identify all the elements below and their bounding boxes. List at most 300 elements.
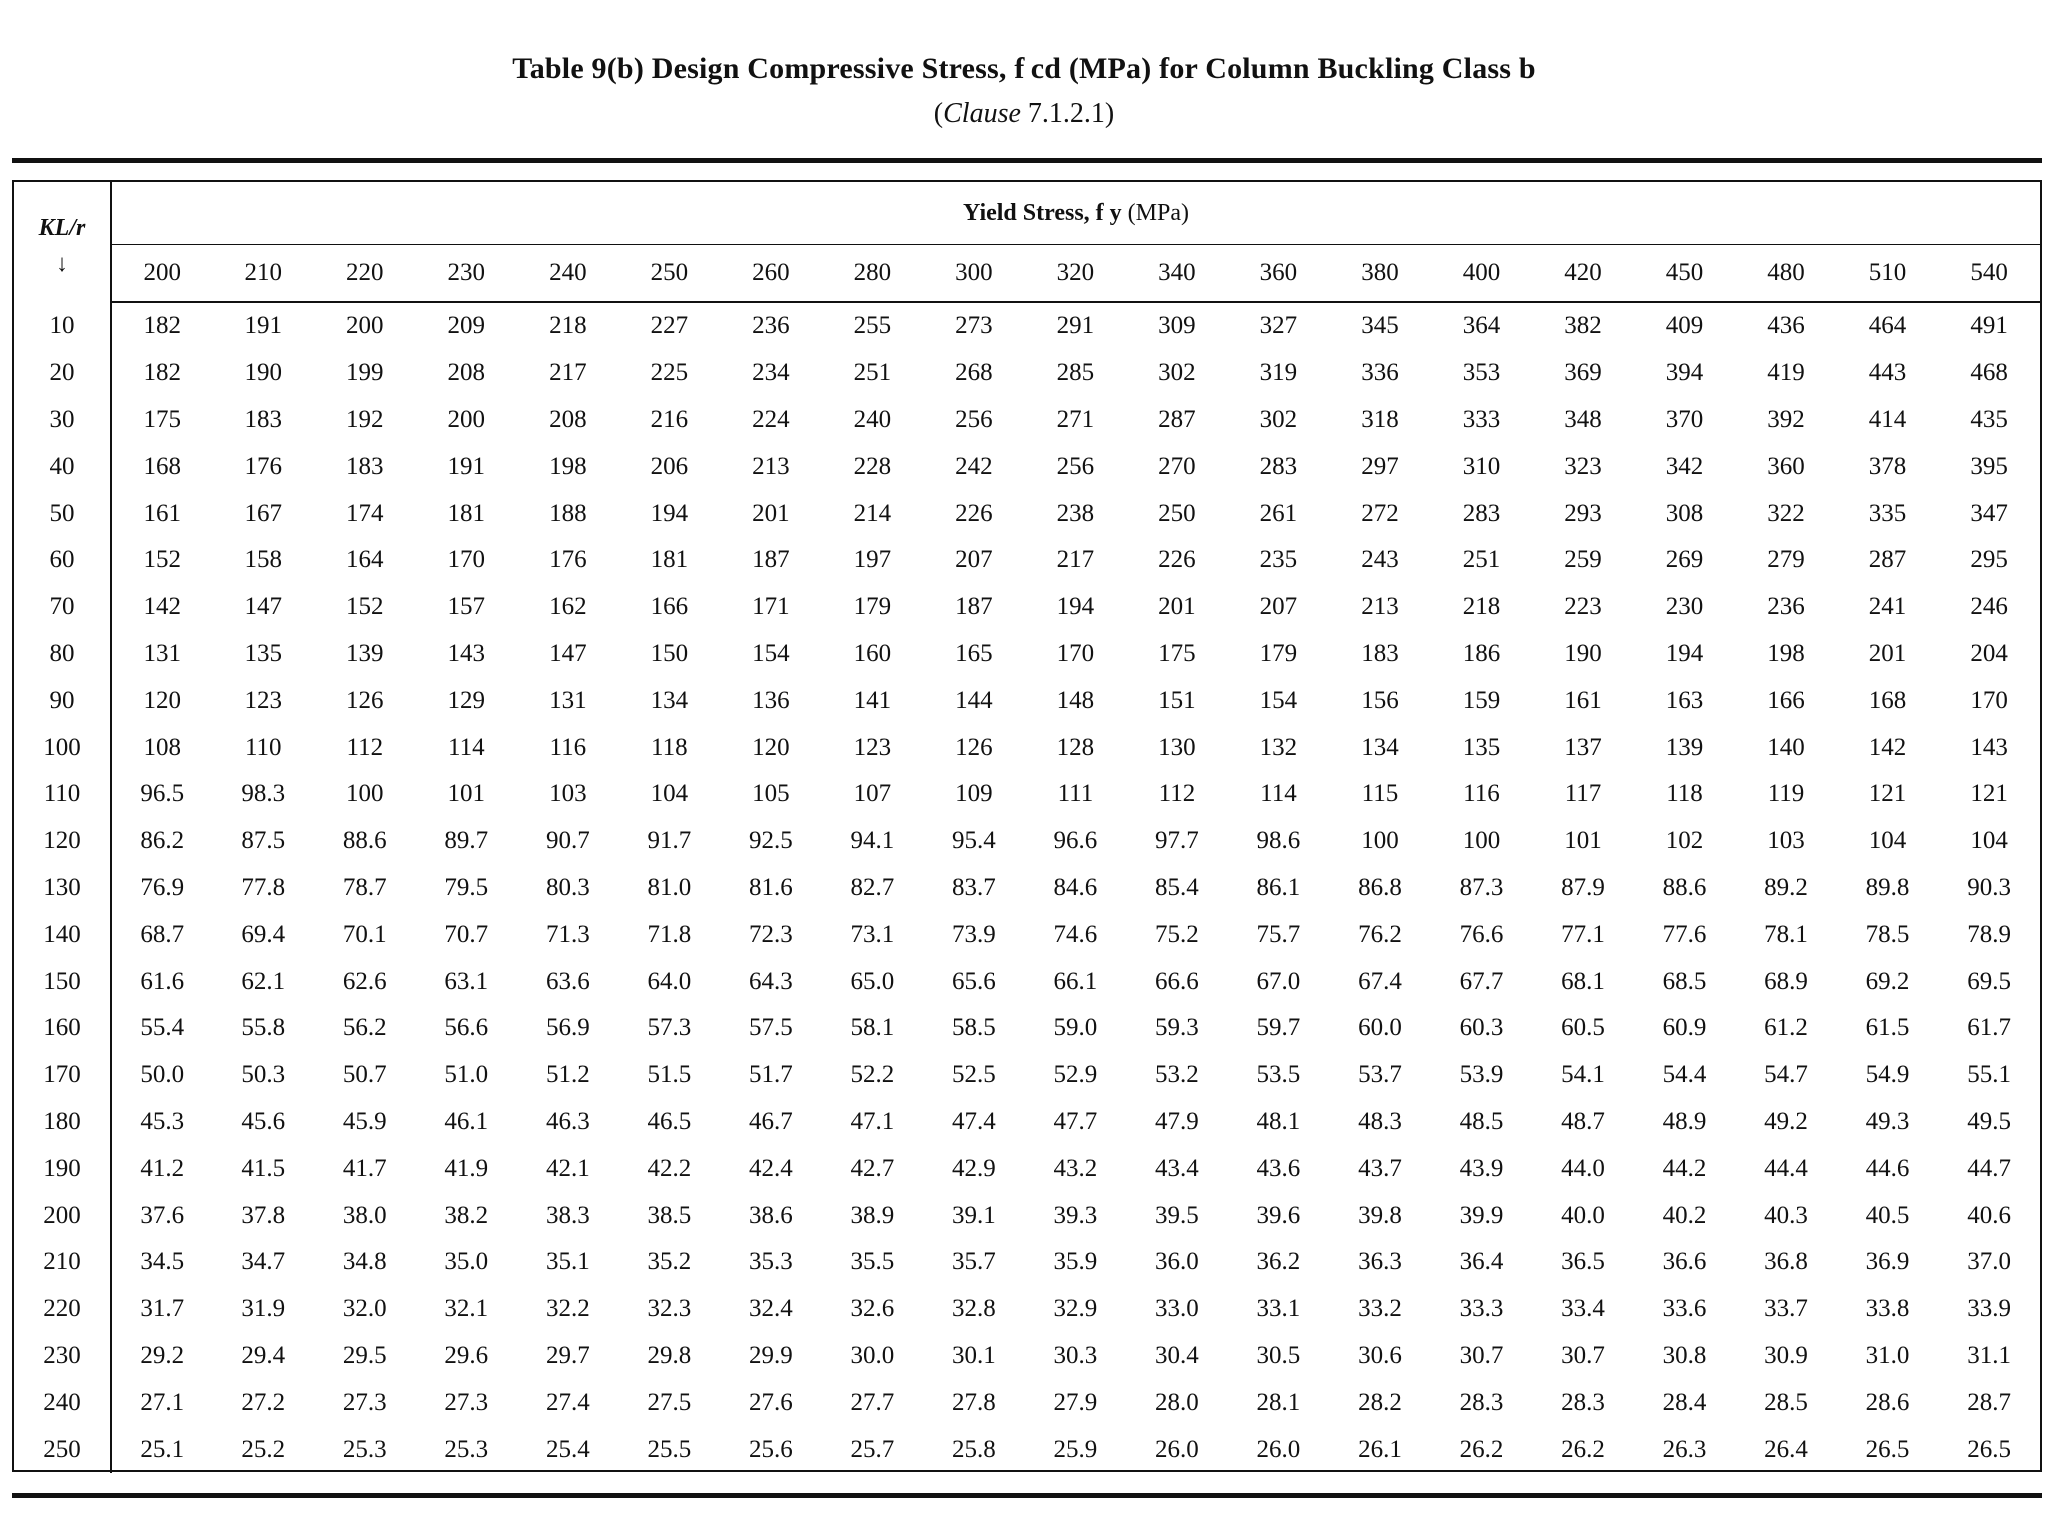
klr-value: 150 bbox=[14, 958, 111, 1005]
stress-value-cell: 85.4 bbox=[1155, 873, 1199, 901]
stress-value-cell: 160 bbox=[853, 639, 892, 667]
stress-value-cell: 64.0 bbox=[647, 967, 692, 995]
stress-value-cell: 382 bbox=[1564, 312, 1602, 340]
stress-value-cell: 191 bbox=[244, 312, 283, 340]
klr-value: 190 bbox=[14, 1145, 111, 1192]
stress-value-cell: 88.6 bbox=[342, 827, 387, 855]
stress-value-cell: 120 bbox=[752, 733, 790, 761]
stress-value-cell: 283 bbox=[1259, 452, 1298, 480]
stress-value-cell: 60.0 bbox=[1358, 1014, 1402, 1042]
stress-value-cell: 68.1 bbox=[1561, 967, 1605, 995]
stress-value-cell: 26.2 bbox=[1459, 1435, 1504, 1463]
stress-value-cell: 139 bbox=[346, 639, 384, 667]
stress-value-cell: 201 bbox=[1158, 593, 1196, 621]
table-row bbox=[14, 818, 2040, 865]
stress-value-cell: 32.0 bbox=[342, 1295, 387, 1323]
stress-value-cell: 39.8 bbox=[1358, 1201, 1402, 1229]
stress-value-cell: 135 bbox=[244, 639, 283, 667]
stress-value-cell: 32.8 bbox=[952, 1295, 996, 1323]
stress-value-cell: 90.7 bbox=[545, 827, 590, 855]
stress-value-cell: 236 bbox=[1767, 593, 1805, 621]
stress-value-cell: 39.6 bbox=[1256, 1201, 1301, 1229]
stress-value-cell: 60.3 bbox=[1459, 1014, 1504, 1042]
stress-value-cell: 27.7 bbox=[850, 1388, 895, 1416]
stress-value-cell: 35.2 bbox=[647, 1248, 692, 1276]
yield-stress-column-header: 280 bbox=[822, 245, 924, 303]
yield-stress-column-header: 340 bbox=[1126, 245, 1228, 303]
klr-value: 240 bbox=[14, 1379, 111, 1426]
stress-value-cell: 198 bbox=[549, 452, 587, 480]
stress-value-cell: 235 bbox=[1259, 546, 1298, 574]
stress-value-cell: 217 bbox=[1056, 546, 1095, 574]
stress-value-cell: 121 bbox=[1868, 780, 1907, 808]
stress-value-cell: 97.7 bbox=[1155, 827, 1199, 855]
stress-value-cell: 39.1 bbox=[952, 1201, 996, 1229]
stress-value-cell: 347 bbox=[1970, 499, 2008, 527]
stress-value-cell: 33.8 bbox=[1865, 1295, 1910, 1323]
stress-value-cell: 30.6 bbox=[1358, 1341, 1402, 1369]
stress-value-cell: 139 bbox=[1665, 733, 1704, 761]
stress-value-cell: 134 bbox=[650, 686, 689, 714]
stress-value-cell: 259 bbox=[1564, 546, 1602, 574]
stress-value-cell: 73.9 bbox=[952, 920, 996, 948]
stress-value-cell: 105 bbox=[752, 780, 790, 808]
stress-value-cell: 308 bbox=[1665, 499, 1704, 527]
stress-value-cell: 36.0 bbox=[1155, 1248, 1199, 1276]
stress-value-cell: 183 bbox=[346, 452, 384, 480]
stress-value-cell: 77.6 bbox=[1662, 920, 1707, 948]
stress-value-cell: 52.2 bbox=[850, 1061, 895, 1089]
stress-value-cell: 119 bbox=[1767, 780, 1805, 808]
stress-value-cell: 38.9 bbox=[850, 1201, 895, 1229]
stress-value-cell: 41.2 bbox=[140, 1154, 185, 1182]
stress-value-cell: 66.1 bbox=[1053, 967, 1098, 995]
stress-value-cell: 175 bbox=[143, 405, 181, 433]
yield-stress-column-header: 320 bbox=[1025, 245, 1127, 303]
stress-value-cell: 43.9 bbox=[1459, 1154, 1504, 1182]
clause-number: 7.1.2.1 bbox=[1027, 98, 1105, 129]
stress-value-cell: 68.7 bbox=[140, 920, 185, 948]
stress-value-cell: 30.7 bbox=[1561, 1341, 1605, 1369]
stress-value-cell: 39.3 bbox=[1053, 1201, 1098, 1229]
stress-value-cell: 186 bbox=[1462, 639, 1501, 667]
stress-value-cell: 67.0 bbox=[1256, 967, 1301, 995]
stress-value-cell: 28.6 bbox=[1865, 1388, 1910, 1416]
stress-value-cell: 170 bbox=[1970, 686, 2008, 714]
stress-value-cell: 27.9 bbox=[1053, 1388, 1098, 1416]
stress-value-cell: 103 bbox=[549, 780, 587, 808]
stress-value-cell: 369 bbox=[1564, 359, 1602, 387]
stress-value-cell: 112 bbox=[1158, 780, 1196, 808]
stress-value-cell: 131 bbox=[143, 639, 181, 667]
stress-value-cell: 182 bbox=[143, 359, 181, 387]
stress-value-cell: 154 bbox=[1259, 686, 1298, 714]
stress-value-cell: 123 bbox=[853, 733, 892, 761]
stress-value-cell: 251 bbox=[1462, 546, 1501, 574]
stress-value-cell: 92.5 bbox=[748, 827, 793, 855]
stress-value-cell: 56.6 bbox=[444, 1014, 489, 1042]
stress-value-cell: 33.9 bbox=[1967, 1295, 2012, 1323]
stress-value-cell: 88.6 bbox=[1662, 873, 1707, 901]
stress-value-cell: 59.3 bbox=[1155, 1014, 1199, 1042]
stress-value-cell: 82.7 bbox=[850, 873, 895, 901]
stress-value-cell: 166 bbox=[1767, 686, 1805, 714]
stress-value-cell: 33.4 bbox=[1561, 1295, 1605, 1323]
stress-value-cell: 33.2 bbox=[1358, 1295, 1402, 1323]
stress-value-cell: 319 bbox=[1259, 359, 1298, 387]
stress-value-cell: 25.5 bbox=[647, 1435, 692, 1463]
stress-value-cell: 162 bbox=[549, 593, 587, 621]
stress-value-cell: 98.6 bbox=[1256, 827, 1301, 855]
stress-value-cell: 55.1 bbox=[1967, 1061, 2012, 1089]
klr-value: 10 bbox=[14, 302, 111, 350]
clause-word: Clause bbox=[943, 98, 1021, 129]
stress-value-cell: 168 bbox=[1868, 686, 1907, 714]
stress-value-cell: 28.0 bbox=[1155, 1388, 1199, 1416]
table-row bbox=[14, 1099, 2040, 1146]
stress-value-cell: 30.3 bbox=[1053, 1341, 1098, 1369]
stress-value-cell: 42.1 bbox=[545, 1154, 590, 1182]
stress-value-cell: 209 bbox=[447, 312, 486, 340]
stress-value-cell: 158 bbox=[244, 546, 283, 574]
stress-value-cell: 43.6 bbox=[1256, 1154, 1301, 1182]
stress-value-cell: 226 bbox=[1158, 546, 1196, 574]
stress-value-cell: 230 bbox=[1665, 593, 1704, 621]
stress-value-cell: 29.9 bbox=[748, 1341, 793, 1369]
stress-value-cell: 166 bbox=[650, 593, 689, 621]
stress-value-cell: 126 bbox=[346, 686, 384, 714]
stress-value-cell: 27.8 bbox=[952, 1388, 996, 1416]
stress-value-cell: 183 bbox=[244, 405, 283, 433]
stress-value-cell: 79.5 bbox=[444, 873, 489, 901]
stress-value-cell: 101 bbox=[1564, 827, 1602, 855]
stress-value-cell: 468 bbox=[1970, 359, 2008, 387]
stress-value-cell: 170 bbox=[447, 546, 486, 574]
stress-value-cell: 38.0 bbox=[342, 1201, 387, 1229]
stress-value-cell: 44.0 bbox=[1561, 1154, 1605, 1182]
yield-stress-unit: (MPa) bbox=[1127, 199, 1189, 226]
stress-value-cell: 62.6 bbox=[342, 967, 387, 995]
stress-value-cell: 26.2 bbox=[1561, 1435, 1605, 1463]
stress-value-cell: 100 bbox=[1361, 827, 1399, 855]
stress-value-cell: 50.7 bbox=[342, 1061, 387, 1089]
stress-value-cell: 44.4 bbox=[1764, 1154, 1808, 1182]
stress-value-cell: 42.4 bbox=[748, 1154, 793, 1182]
stress-value-cell: 181 bbox=[447, 499, 486, 527]
stress-value-cell: 89.8 bbox=[1865, 873, 1910, 901]
stress-value-cell: 49.3 bbox=[1865, 1107, 1910, 1135]
stress-value-cell: 73.1 bbox=[850, 920, 895, 948]
stress-value-cell: 207 bbox=[955, 546, 993, 574]
stress-value-cell: 31.7 bbox=[140, 1295, 185, 1323]
stress-value-cell: 67.4 bbox=[1358, 967, 1402, 995]
stress-value-cell: 31.0 bbox=[1865, 1341, 1910, 1369]
stress-value-cell: 63.1 bbox=[444, 967, 489, 995]
stress-value-cell: 147 bbox=[244, 593, 283, 621]
stress-value-cell: 268 bbox=[955, 359, 993, 387]
bottom-rule bbox=[12, 1493, 2042, 1498]
stress-value-cell: 152 bbox=[143, 546, 181, 574]
stress-value-cell: 132 bbox=[1259, 733, 1298, 761]
stress-value-cell: 42.7 bbox=[850, 1154, 895, 1182]
stress-value-cell: 64.3 bbox=[748, 967, 793, 995]
table-row bbox=[14, 397, 2040, 444]
yield-stress-header bbox=[111, 182, 2040, 245]
stress-value-cell: 81.0 bbox=[647, 873, 692, 901]
stress-value-cell: 66.6 bbox=[1155, 967, 1199, 995]
stress-value-cell: 33.7 bbox=[1764, 1295, 1808, 1323]
yield-stress-column-header: 250 bbox=[619, 245, 721, 303]
stress-value-cell: 335 bbox=[1868, 499, 1907, 527]
stress-value-cell: 48.1 bbox=[1256, 1107, 1301, 1135]
stress-value-cell: 261 bbox=[1259, 499, 1298, 527]
table-row bbox=[14, 724, 2040, 771]
stress-value-cell: 27.2 bbox=[241, 1388, 286, 1416]
stress-value-cell: 51.5 bbox=[647, 1061, 692, 1089]
stress-value-cell: 87.5 bbox=[241, 827, 286, 855]
klr-value: 60 bbox=[14, 537, 111, 584]
stress-value-cell: 273 bbox=[955, 312, 993, 340]
stress-value-cell: 46.5 bbox=[647, 1107, 692, 1135]
stress-value-cell: 190 bbox=[1564, 639, 1602, 667]
stress-value-cell: 223 bbox=[1564, 593, 1602, 621]
stress-value-cell: 179 bbox=[853, 593, 892, 621]
klr-value: 40 bbox=[14, 443, 111, 490]
stress-value-cell: 107 bbox=[853, 780, 892, 808]
stress-value-cell: 75.7 bbox=[1256, 920, 1301, 948]
stress-value-cell: 86.2 bbox=[140, 827, 185, 855]
stress-value-cell: 419 bbox=[1767, 359, 1805, 387]
stress-value-cell: 121 bbox=[1970, 780, 2008, 808]
stress-value-cell: 25.3 bbox=[342, 1435, 387, 1463]
stress-value-cell: 176 bbox=[244, 452, 283, 480]
klr-value: 140 bbox=[14, 911, 111, 958]
stress-value-cell: 37.6 bbox=[140, 1201, 185, 1229]
yield-stress-column-header: 510 bbox=[1837, 245, 1939, 303]
stress-value-cell: 63.6 bbox=[545, 967, 590, 995]
stress-value-cell: 53.2 bbox=[1155, 1061, 1199, 1089]
stress-value-cell: 69.5 bbox=[1967, 967, 2012, 995]
stress-value-cell: 26.5 bbox=[1865, 1435, 1910, 1463]
stress-value-cell: 27.5 bbox=[647, 1388, 692, 1416]
stress-value-cell: 80.3 bbox=[545, 873, 590, 901]
stress-value-cell: 310 bbox=[1462, 452, 1501, 480]
stress-value-cell: 96.5 bbox=[140, 780, 185, 808]
yield-stress-column-header: 360 bbox=[1228, 245, 1330, 303]
stress-value-cell: 83.7 bbox=[952, 873, 996, 901]
stress-value-cell: 45.9 bbox=[342, 1107, 387, 1135]
stress-value-cell: 214 bbox=[853, 499, 892, 527]
stress-value-cell: 27.1 bbox=[140, 1388, 185, 1416]
stress-value-cell: 41.7 bbox=[342, 1154, 387, 1182]
klr-value: 210 bbox=[14, 1239, 111, 1286]
stress-value-cell: 47.4 bbox=[952, 1107, 996, 1135]
stress-value-cell: 76.9 bbox=[140, 873, 185, 901]
stress-value-cell: 25.2 bbox=[241, 1435, 286, 1463]
stress-value-cell: 378 bbox=[1868, 452, 1907, 480]
stress-value-cell: 116 bbox=[1463, 780, 1500, 808]
stress-value-cell: 60.5 bbox=[1561, 1014, 1605, 1042]
table-row bbox=[14, 537, 2040, 584]
stress-value-cell: 89.2 bbox=[1764, 873, 1808, 901]
stress-value-cell: 47.9 bbox=[1155, 1107, 1199, 1135]
stress-value-cell: 35.1 bbox=[545, 1248, 590, 1276]
stress-value-cell: 157 bbox=[447, 593, 486, 621]
stress-value-cell: 194 bbox=[1665, 639, 1704, 667]
stress-value-cell: 30.9 bbox=[1764, 1341, 1808, 1369]
stress-value-cell: 36.3 bbox=[1358, 1248, 1402, 1276]
table-body bbox=[14, 302, 2040, 1473]
stress-value-cell: 32.9 bbox=[1053, 1295, 1098, 1323]
stress-value-cell: 27.6 bbox=[748, 1388, 793, 1416]
stress-value-cell: 40.6 bbox=[1967, 1201, 2012, 1229]
stress-value-cell: 53.7 bbox=[1358, 1061, 1402, 1089]
stress-value-cell: 54.4 bbox=[1662, 1061, 1707, 1089]
stress-value-cell: 40.5 bbox=[1865, 1201, 1910, 1229]
stress-value-cell: 68.5 bbox=[1662, 967, 1707, 995]
stress-value-cell: 38.5 bbox=[647, 1201, 692, 1229]
stress-value-cell: 46.3 bbox=[545, 1107, 590, 1135]
stress-value-cell: 25.4 bbox=[545, 1435, 590, 1463]
klr-value: 130 bbox=[14, 865, 111, 912]
stress-value-cell: 87.9 bbox=[1561, 873, 1605, 901]
stress-value-cell: 94.1 bbox=[850, 827, 895, 855]
stress-value-cell: 51.7 bbox=[748, 1061, 793, 1089]
stress-value-cell: 164 bbox=[346, 546, 384, 574]
yield-stress-column-header: 540 bbox=[1938, 245, 2040, 303]
stress-value-cell: 207 bbox=[1259, 593, 1298, 621]
stress-value-cell: 242 bbox=[955, 452, 993, 480]
stress-value-cell: 154 bbox=[752, 639, 790, 667]
stress-value-cell: 36.2 bbox=[1256, 1248, 1301, 1276]
stress-value-cell: 226 bbox=[955, 499, 993, 527]
table-title: Table 9(b) Design Compressive Stress, f cd (MPa) for Column Buckling Class b bbox=[512, 52, 1536, 85]
stress-value-cell: 165 bbox=[955, 639, 993, 667]
stress-value-cell: 33.6 bbox=[1662, 1295, 1707, 1323]
stress-value-cell: 333 bbox=[1462, 405, 1501, 433]
stress-value-cell: 25.6 bbox=[748, 1435, 793, 1463]
stress-value-cell: 57.3 bbox=[647, 1014, 692, 1042]
stress-value-cell: 394 bbox=[1665, 359, 1704, 387]
stress-value-cell: 29.7 bbox=[545, 1341, 590, 1369]
stress-value-cell: 37.0 bbox=[1967, 1248, 2012, 1276]
stress-value-cell: 29.5 bbox=[342, 1341, 387, 1369]
stress-value-cell: 167 bbox=[244, 499, 283, 527]
stress-value-cell: 225 bbox=[650, 359, 689, 387]
stress-value-cell: 52.9 bbox=[1053, 1061, 1098, 1089]
stress-value-cell: 62.1 bbox=[241, 967, 286, 995]
stress-value-cell: 42.2 bbox=[647, 1154, 692, 1182]
stress-value-cell: 234 bbox=[752, 359, 790, 387]
stress-value-cell: 213 bbox=[1361, 593, 1399, 621]
stress-value-cell: 213 bbox=[752, 452, 790, 480]
stress-value-cell: 392 bbox=[1767, 405, 1805, 433]
stress-value-cell: 72.3 bbox=[748, 920, 793, 948]
stress-value-cell: 33.0 bbox=[1155, 1295, 1199, 1323]
stress-value-cell: 293 bbox=[1564, 499, 1602, 527]
stress-value-cell: 109 bbox=[955, 780, 993, 808]
stress-value-cell: 26.3 bbox=[1662, 1435, 1707, 1463]
stress-value-cell: 25.3 bbox=[444, 1435, 489, 1463]
stress-value-cell: 30.4 bbox=[1155, 1341, 1199, 1369]
stress-value-cell: 171 bbox=[752, 593, 790, 621]
stress-value-cell: 216 bbox=[650, 405, 689, 433]
yield-stress-column-header: 400 bbox=[1431, 245, 1533, 303]
table-row bbox=[14, 771, 2040, 818]
stress-value-cell: 176 bbox=[549, 546, 587, 574]
stress-value-cell: 256 bbox=[955, 405, 993, 433]
stress-value-cell: 191 bbox=[447, 452, 486, 480]
stress-value-cell: 30.8 bbox=[1662, 1341, 1707, 1369]
stress-value-cell: 224 bbox=[752, 405, 790, 433]
stress-value-cell: 227 bbox=[650, 312, 689, 340]
table-row bbox=[14, 1426, 2040, 1473]
stress-value-cell: 464 bbox=[1868, 312, 1907, 340]
stress-value-cell: 28.4 bbox=[1662, 1388, 1707, 1416]
stress-value-cell: 336 bbox=[1361, 359, 1399, 387]
table-row bbox=[14, 584, 2040, 631]
stress-value-cell: 112 bbox=[346, 733, 384, 761]
stress-value-cell: 36.6 bbox=[1662, 1248, 1707, 1276]
klr-header bbox=[14, 182, 111, 302]
stress-value-cell: 34.7 bbox=[241, 1248, 286, 1276]
stress-value-cell: 135 bbox=[1462, 733, 1501, 761]
stress-value-cell: 87.3 bbox=[1459, 873, 1504, 901]
stress-value-cell: 91.7 bbox=[647, 827, 692, 855]
stress-value-cell: 188 bbox=[549, 499, 587, 527]
stress-value-cell: 240 bbox=[853, 405, 892, 433]
stress-value-cell: 32.2 bbox=[545, 1295, 590, 1323]
stress-value-cell: 71.3 bbox=[545, 920, 590, 948]
stress-value-cell: 256 bbox=[1056, 452, 1095, 480]
stress-value-cell: 348 bbox=[1564, 405, 1602, 433]
stress-value-cell: 136 bbox=[752, 686, 790, 714]
stress-value-cell: 175 bbox=[1158, 639, 1196, 667]
stress-value-cell: 27.3 bbox=[444, 1388, 489, 1416]
table-row bbox=[14, 677, 2040, 724]
stress-value-cell: 29.8 bbox=[647, 1341, 692, 1369]
stress-value-cell: 25.1 bbox=[140, 1435, 185, 1463]
table-row bbox=[14, 302, 2040, 350]
stress-value-cell: 199 bbox=[346, 359, 384, 387]
table-row bbox=[14, 1052, 2040, 1099]
stress-value-cell: 78.1 bbox=[1764, 920, 1808, 948]
stress-value-cell: 110 bbox=[244, 733, 282, 761]
stress-value-cell: 28.7 bbox=[1967, 1388, 2012, 1416]
stress-value-cell: 287 bbox=[1868, 546, 1907, 574]
stress-value-cell: 251 bbox=[853, 359, 892, 387]
stress-value-cell: 140 bbox=[1767, 733, 1805, 761]
table-row bbox=[14, 631, 2040, 678]
stress-value-cell: 26.4 bbox=[1764, 1435, 1808, 1463]
table-row bbox=[14, 911, 2040, 958]
yield-stress-column-header: 240 bbox=[517, 245, 619, 303]
stress-value-cell: 163 bbox=[1665, 686, 1704, 714]
table-row bbox=[14, 350, 2040, 397]
stress-value-cell: 61.2 bbox=[1764, 1014, 1808, 1042]
stress-value-cell: 58.5 bbox=[952, 1014, 996, 1042]
stress-value-cell: 33.1 bbox=[1256, 1295, 1301, 1323]
stress-value-cell: 32.6 bbox=[850, 1295, 895, 1323]
stress-value-cell: 49.2 bbox=[1764, 1107, 1808, 1135]
stress-value-cell: 116 bbox=[549, 733, 587, 761]
stress-value-cell: 53.9 bbox=[1459, 1061, 1504, 1089]
stress-value-cell: 54.1 bbox=[1561, 1061, 1605, 1089]
stress-value-cell: 40.3 bbox=[1764, 1201, 1808, 1229]
stress-value-cell: 197 bbox=[853, 546, 892, 574]
stress-value-cell: 28.2 bbox=[1358, 1388, 1402, 1416]
stress-value-cell: 78.5 bbox=[1865, 920, 1910, 948]
